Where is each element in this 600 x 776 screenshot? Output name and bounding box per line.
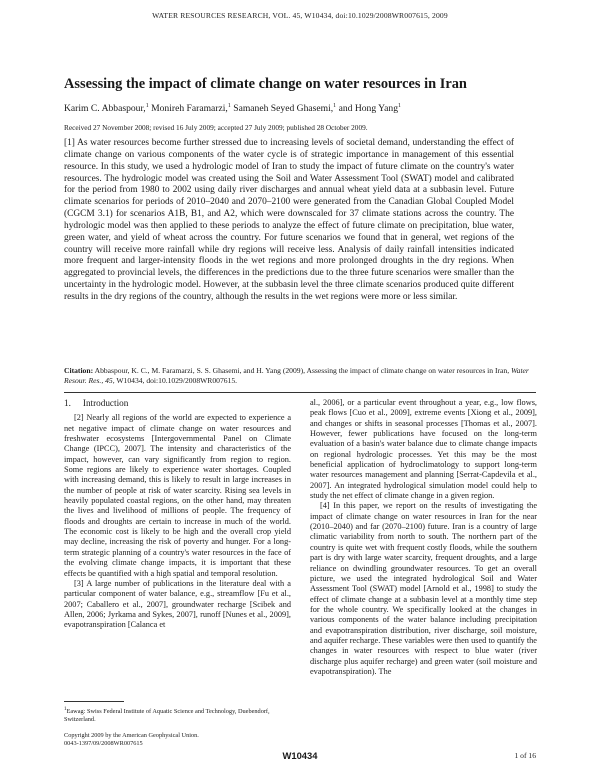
page-number: 1 of 16 [514,751,536,760]
paragraph-text: Nearly all regions of the world are expected to experience a net negative impact of climate change on water resources and freshwater ecosystems [Intergovernmental Panel on Climate Change (IPCC), 2007]. The intensity and characteristics of the impact, however, can vary significantly from region to region. Some regions are likely to experience water shortages. Coupled with increasing demand, this is likely to result in large increases in the number of people at risk of water scarcity. Rising sea levels in heavily populated coastal regions, on the other hand, may threaten the lives and livelihood of millions of people. The frequency of floods and droughts are certain to increase in much of the world. The economic cost is likely to be high and the overall crop yield may decline, increasing the risk of poverty and hunger. For a long-term strategic planning of a country's water resources in the face of the evolving climate change impacts, it is important that these effects be quantified with a high spatial and temporal resolution. [64,413,292,578]
citation-doi: W10434, doi:10.1029/2008WR007615. [114,376,238,386]
footnote-rule [64,701,124,702]
paragraph-text: al., 2006], or a particular event throughout a year, e.g., low flows, peak flows [Cuo et al., 2009], extreme events [Xiong et al., 2009], and changes or shifts in seasonal processes [Thomas et al., 2007]. However, fewer publications have focused on the long-term evaluation of a basin's water balance due to climate change impacts on regional hydrologic processes. Yet this may be the most beneficial application of hydroclimatology to support long-term water resources management and planning [Serrat-Capdevila et al., 2007]. An integrated hydrological simulation model could help to study the net effect of climate change in a given region. [310,398,537,501]
paragraph-marker: [3] [74,578,84,588]
paragraph-marker: [1] [64,138,75,148]
author-list [64,103,401,114]
footnote-mark: 1 [64,707,67,712]
body-paragraph [64,579,291,631]
author-affiliation-mark: 1 [145,103,149,109]
body-paragraph [64,413,291,579]
abstract-text: As water resources become further stressed due to increasing levels of societal demand, understanding the effect of climate change on various components of the water cycle is of strategic importance in management of this essential resource. In this study, we used a hydrologic model of Iran to study the impact of future climate on the country's water resources. The hydrologic model was created using the Soil and Water Assessment Tool (SWAT) model and calibrated for the period from 1980 to 2002 using daily river discharges and annual wheat yield data at a subbasin level. Future climate scenarios for periods of 2010–2040 and 2070–2100 were generated from the Canadian Global Coupled Model (CGCM 3.1) for scenarios A1B, B1, and A2, which were downscaled for 37 climate stations across the country. The hydrologic model was then applied to these periods to analyze the effect of future climate on precipitation, blue water, green water, and yield of wheat across the country. For future scenarios we found that in general, wet regions of the country will receive more rainfall while dry regions will receive less. Analysis of daily rainfall intensities indicated more frequent and larger-intensity floods in the wet regions and more prolonged droughts in the dry regions. When aggregated to provincial levels, the differences in the predictions due to the three future scenarios were smaller than the uncertainty in the hydrologic model. However, at the subbasin level the three climate scenarios produced quite different results in the dry regions of the country, although the results in the wet regions were more or less similar. [64,138,514,302]
copyright-line: Copyright 2009 by the American Geophysical Union. [64,732,199,739]
article-code: W10434 [282,750,318,761]
paper-title: Assessing the impact of climate change on water resources in Iran [64,76,467,92]
abstract [64,138,514,304]
author-name: Karim C. Abbaspour, [64,103,146,114]
footnote-text: Eawag: Swiss Federal Institute of Aquatic Science and Technology, Duebendorf, Switzerland. [64,708,270,723]
author-affiliation-mark: 1 [227,103,231,109]
right-column [310,398,537,677]
received-dates: Received 27 November 2008; revised 16 July 2009; accepted 27 July 2009; published 28 October 2009. [64,123,368,132]
affiliation-footnote [64,706,294,724]
issn-line: 0043-1397/09/2008WR007615 [64,740,143,747]
paragraph-text: A large number of publications in the literature deal with a particular component of water balance, e.g., streamflow [Fu et al., 2007; Caballero et al., 2007], groundwater recharge [Scibek and Allen, 2006; Jyrkama and Sykes, 2007], runoff [Nunes et al., 2009], evapotranspiration [Calanca et [64,578,291,630]
author-name: Samaneh Seyed Ghasemi, [233,103,334,114]
section-heading [64,398,291,408]
paragraph-marker: [2] [74,413,84,423]
body-paragraph [310,398,537,501]
citation-text: Abbaspour, K. C., M. Faramarzi, S. S. Ghasemi, and H. Yang (2009), Assessing the impact of climate change on water resources in Iran, [94,366,512,375]
paragraph-text: In this paper, we report on the results of investigating the impact of climate change on water resources in Iran for the near (2010–2040) and far (2070–2100) future. Iran is a country of large climatic variability from north to south. The northern part of the country is quite wet with frequent costly floods, while the southern part is dry with large water scarcity, frequent droughts, and a large reliance on dwindling groundwater resources. To get an overall picture, we used the integrated hydrological Soil and Water Assessment Tool (SWAT) model [Arnold et al., 1998] to study the effect of climate change at a subbasin level at a monthly time step for the whole country. We specifically looked at the changes in various components of the water balance including precipitation and evapotranspiration distribution, river discharge, soil moisture, and aquifer recharge. These variables were then used to quantify the changes in water resources with respect to blue water (river discharge plus aquifer recharge) and green water (soil moisture and evapotranspiration). The [310,501,538,676]
citation [64,366,534,386]
section-divider [64,392,536,393]
citation-label: Citation: [64,366,94,375]
author-name: Monireh Faramarzi, [151,103,228,114]
citation-journal: Water Resour. Res., 45, [64,366,529,386]
left-column [64,398,291,631]
section-number: 1. [64,398,71,408]
author-affiliation-mark: 1 [333,103,337,109]
paragraph-marker: [4] [320,501,330,511]
body-paragraph [310,501,537,677]
author-affiliation-mark: 1 [398,103,401,109]
author-name: and Hong Yang [338,103,398,114]
copyright-notice [64,732,294,748]
running-head: WATER RESOURCES RESEARCH, VOL. 45, W10434, doi:10.1029/2008WR007615, 2009 [152,11,448,20]
section-title: Introduction [82,398,129,408]
